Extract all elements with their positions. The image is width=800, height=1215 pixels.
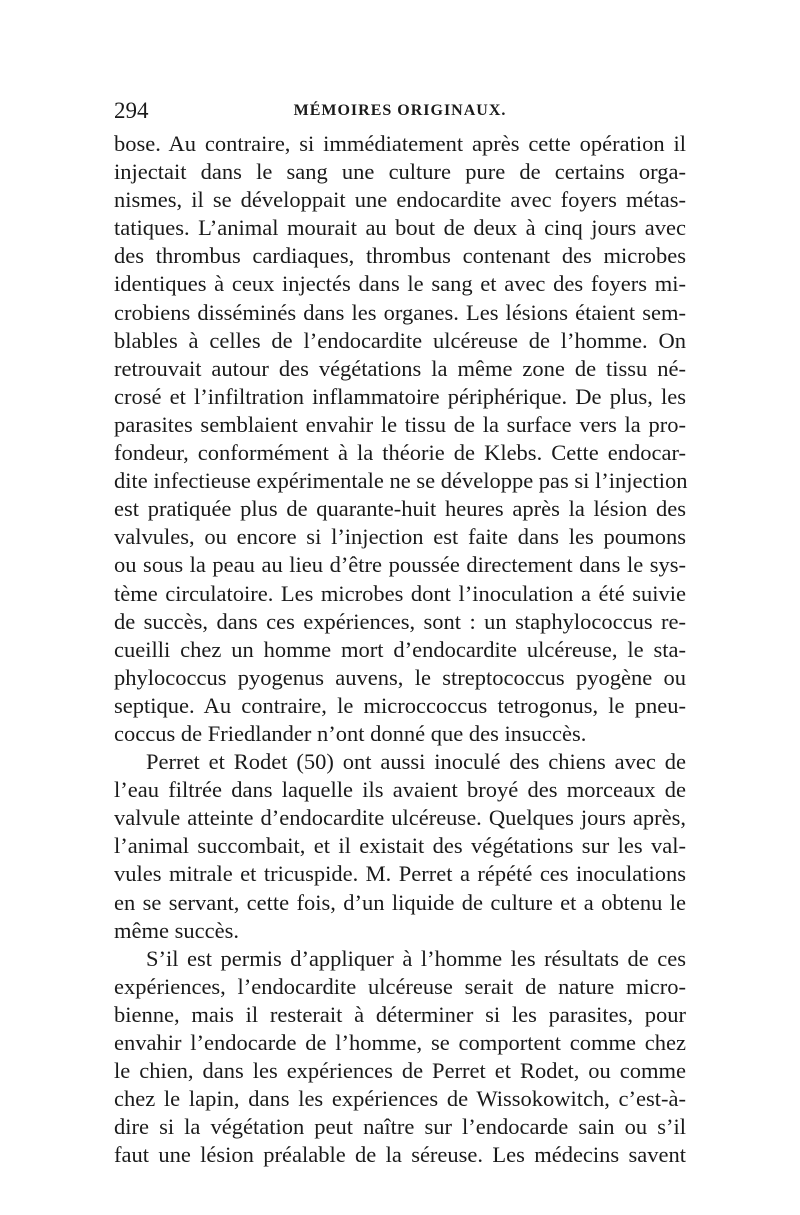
text-line: dite infectieuse expérimentale ne se développe pas si l’injection xyxy=(114,468,688,494)
body-text xyxy=(114,130,686,1169)
page-number: 294 xyxy=(114,98,149,123)
text-line: en se servant, cette fois, d’un liquide de culture et a obtenu le xyxy=(114,889,686,915)
text-line: dire si la végétation peut naître sur l’endocarde sain ou s’il xyxy=(114,1114,686,1140)
text-line: identiques à ceux injectés dans le sang et avec des foyers mi- xyxy=(114,271,686,297)
text-line: blables à celles de l’endocardite ulcéreuse de l’homme. On xyxy=(114,327,686,353)
text-line: tatiques. L’animal mourait au bout de deux à cinq jours avec xyxy=(114,215,686,241)
page-header xyxy=(114,96,686,126)
text-line: valvule atteinte d’endocardite ulcéreuse. Quelques jours après, xyxy=(114,805,686,831)
text-line: bose. Au contraire, si immédiatement après cette opération il xyxy=(114,131,686,156)
text-line: nismes, il se développait une endocardite avec foyers métas- xyxy=(114,187,686,213)
text-line: de succès, dans ces expériences, sont : un staphylococcus re- xyxy=(114,608,686,634)
text-line: S’il est permis d’appliquer à l’homme les résultats de ces xyxy=(146,945,686,971)
running-head: MÉMOIRES ORIGINAUX. xyxy=(293,102,507,119)
text-line: ou sous la peau au lieu d’être poussée directement dans le sys- xyxy=(114,552,686,578)
text-line: chez le lapin, dans les expériences de Wissokowitch, c’est-à- xyxy=(114,1086,686,1112)
text-line: est pratiquée plus de quarante-huit heures après la lésion des xyxy=(114,496,686,522)
text-line: parasites semblaient envahir le tissu de la surface vers la pro- xyxy=(114,411,686,437)
text-line: expériences, l’endocardite ulcéreuse serait de nature micro- xyxy=(114,973,686,999)
text-line: septique. Au contraire, le microccoccus tetrogonus, le pneu- xyxy=(114,692,686,718)
text-line: vules mitrale et tricuspide. M. Perret a répété ces inoculations xyxy=(114,861,686,887)
text-line: valvules, ou encore si l’injection est faite dans les poumons xyxy=(114,524,686,550)
text-line: coccus de Friedlander n’ont donné que des insuccès. xyxy=(114,720,587,746)
text-line: envahir l’endocarde de l’homme, se comportent comme chez xyxy=(114,1030,686,1055)
text-line: des thrombus cardiaques, thrombus contenant des microbes xyxy=(114,243,686,269)
text-line: crosé et l’infiltration inflammatoire périphérique. De plus, les xyxy=(114,383,686,409)
text-line: l’eau filtrée dans laquelle ils avaient broyé des morceaux de xyxy=(114,777,686,803)
text-line: crobiens disséminés dans les organes. Les lésions étaient sem- xyxy=(114,299,686,325)
paragraph xyxy=(114,748,686,945)
text-line: bienne, mais il resterait à déterminer si les parasites, pour xyxy=(114,1001,686,1027)
text-line: injectait dans le sang une culture pure de certains orga- xyxy=(114,159,686,185)
text-line: cueilli chez un homme mort d’endocardite ulcéreuse, le sta- xyxy=(114,636,686,662)
text-line: le chien, dans les expériences de Perret et Rodet, ou comme xyxy=(114,1058,686,1084)
text-line: l’animal succombait, et il existait des végétations sur les val- xyxy=(114,833,686,859)
paragraph xyxy=(114,945,686,1170)
text-line: phylococcus pyogenus auvens, le streptococcus pyogène ou xyxy=(114,664,686,690)
text-line: retrouvait autour des végétations la même zone de tissu né- xyxy=(114,355,686,381)
text-line: fondeur, conformément à la théorie de Klebs. Cette endocar- xyxy=(114,440,686,466)
paragraph xyxy=(114,130,686,748)
text-line: même succès. xyxy=(114,917,239,943)
text-line: Perret et Rodet (50) ont aussi inoculé des chiens avec de xyxy=(146,749,686,775)
text-line: tème circulatoire. Les microbes dont l’inoculation a été suivie xyxy=(114,580,686,606)
text-line: faut une lésion préalable de la séreuse. Les médecins savent xyxy=(114,1142,686,1168)
